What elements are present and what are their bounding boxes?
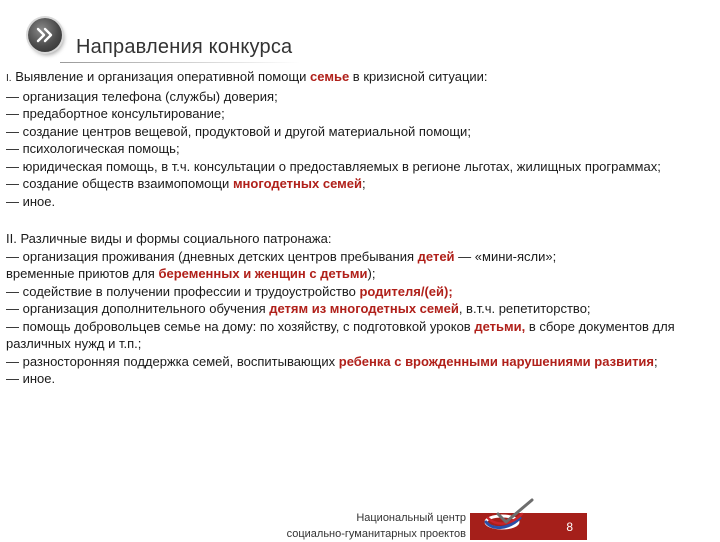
list-item: — юридическая помощь, в т.ч. консультации о предоставляемых в регионе льготах, жилищных программах; (6, 158, 661, 174)
list-item: — организация проживания (дневных детских центров пребывания детей — «мини-ясли»; (6, 248, 557, 264)
highlight-children-2: детьми, (474, 318, 526, 334)
section-1-heading: I. Выявление и организация оперативной помощи семье в кризисной ситуации: (6, 69, 488, 84)
title-underline (60, 62, 300, 63)
highlight-congenital: ребенка с врожденными нарушениями развития (338, 353, 655, 369)
list-item: — создание центров вещевой, продуктовой и другой материальной помощи; (6, 123, 471, 139)
highlight-family: семье (310, 69, 350, 84)
list-item: — создание обществ взаимопомощи многодетных семей; (6, 176, 366, 191)
list-item: временные приютов для беременных и женщин с детьми); (6, 266, 376, 281)
highlight-parents: родителя/(ей); (359, 283, 453, 299)
list-item: — содействие в получении профессии и трудоустройство родителя/(ей); (6, 283, 453, 299)
list-item: — иное. (6, 193, 56, 209)
list-item: — предабортное консультирование; (6, 106, 225, 121)
list-item: — организация дополнительного обучения детям из многодетных семей, в.т.ч. репетиторство; (6, 301, 591, 316)
highlight-children: детей (417, 248, 455, 264)
footer-organization: Национальный центр социально-гуманитарных проектов (286, 512, 466, 540)
highlight-pregnant-women: беременных и женщин с детьми (158, 266, 368, 281)
list-item: — психологическая помощь; (6, 141, 180, 156)
list-item: — разносторонняя поддержка семей, воспитывающих ребенка с врожденными нарушениями развития; (6, 353, 658, 369)
list-item: — иное. (6, 371, 56, 386)
page-title: Направления конкурса (76, 36, 293, 58)
double-chevron-right-icon (28, 18, 62, 52)
section-2-heading: II. Различные виды и формы социального патронажа: (6, 231, 332, 246)
highlight-large-families: многодетных семей (232, 176, 362, 191)
page-number: 8 (566, 519, 573, 534)
swoosh-logo-icon (474, 496, 538, 536)
list-item: — организация телефона (службы) доверия; (6, 88, 278, 104)
content-body (6, 68, 686, 388)
highlight-children-large-families: детям из многодетных семей (269, 301, 459, 316)
list-item: — помощь добровольцев семье на дому: по хозяйству, с подготовкой уроков детьми, в сборе документов для различных нужд и т.п.; (6, 318, 675, 351)
